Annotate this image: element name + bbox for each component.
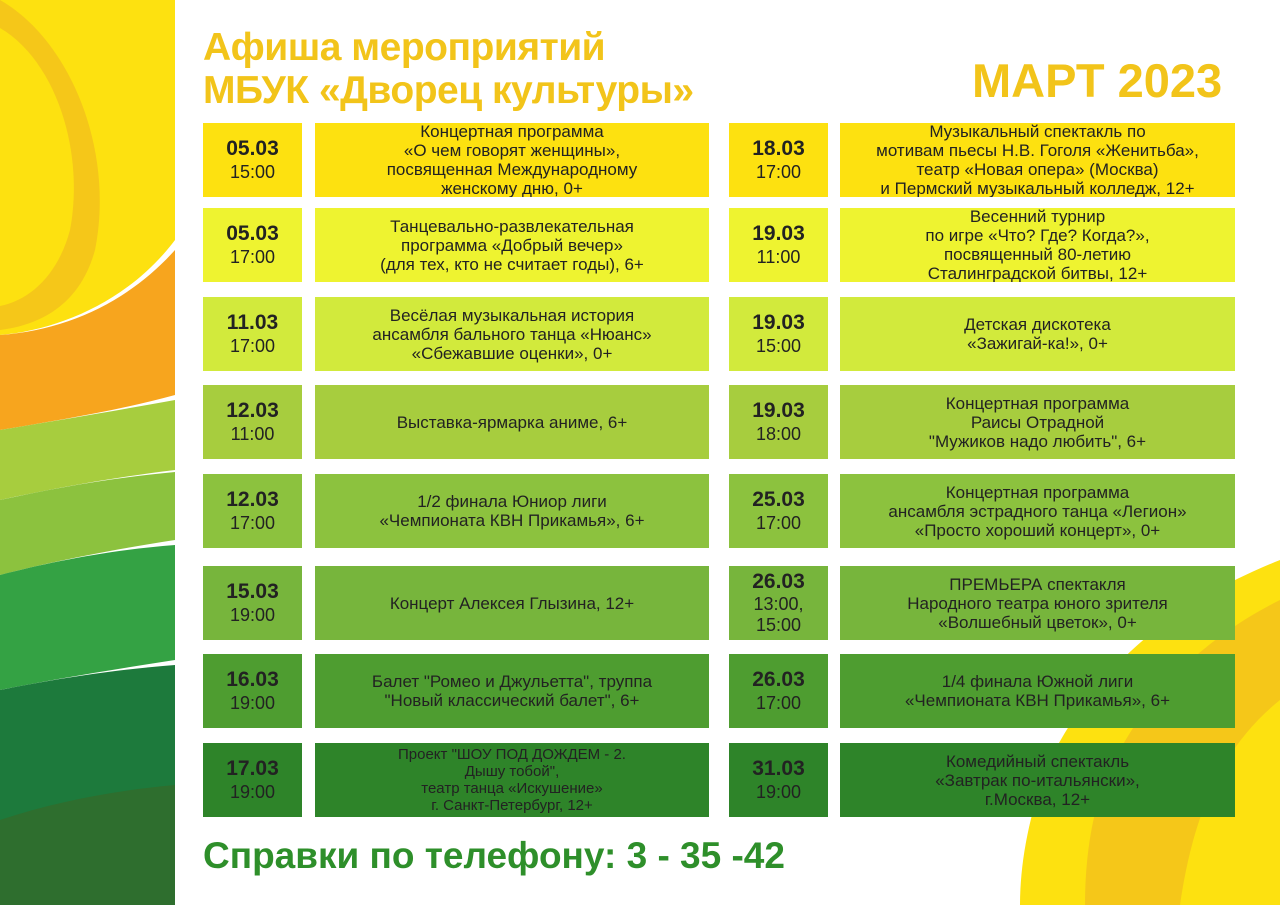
event-description-line: Концертная программа [945, 393, 1130, 413]
event-time: 17:00 [229, 335, 276, 356]
event-description-line: Концертная программа [420, 123, 604, 141]
event-description-cell [315, 474, 709, 548]
event-description-line: г. Санкт-Петербург, 12+ [431, 797, 593, 814]
event-description-line: (для тех, кто не считает годы), 6+ [380, 254, 644, 274]
event-date: 26.03 [752, 667, 805, 691]
event-description-line: ансамбля эстрадного танца «Легион» [888, 501, 1187, 521]
event-description-line: и Пермский музыкальный колледж, 12+ [880, 179, 1195, 197]
event-description-cell [840, 743, 1235, 817]
title-line-2: МБУК «Дворец культуры» [203, 69, 694, 112]
event-description-line: «Завтрак по-итальянски», [935, 770, 1140, 790]
event-description-line: ПРЕМЬЕРА спектакля [949, 574, 1126, 594]
event-time: 17:00 [229, 512, 276, 533]
event-description-line: г.Москва, 12+ [984, 789, 1091, 809]
event-description-line: посвященная Международному [386, 160, 638, 179]
event-date-cell [203, 385, 302, 459]
event-description-line: Музыкальный спектакль по [929, 123, 1146, 141]
event-description-line: Концерт Алексея Глызина, 12+ [389, 593, 635, 613]
event-date: 12.03 [226, 487, 279, 511]
phone-info: Справки по телефону: 3 - 35 -42 [203, 835, 785, 876]
event-description-line: Выставка-ярмарка аниме, 6+ [396, 412, 628, 432]
event-date: 25.03 [752, 487, 805, 511]
event-date-cell [729, 566, 828, 640]
event-description-cell [840, 385, 1235, 459]
event-description-cell [840, 297, 1235, 371]
event-time: 11:00 [756, 246, 801, 267]
event-description-cell [840, 123, 1235, 197]
event-description-cell [840, 474, 1235, 548]
event-date-cell [203, 743, 302, 817]
event-time: 19:00 [229, 781, 276, 802]
event-description-line: Балет "Ромео и Джульетта", труппа [371, 672, 653, 691]
event-description-cell [315, 208, 709, 282]
event-time: 19:00 [229, 604, 276, 625]
event-date: 26.03 [752, 570, 805, 593]
event-description-cell [315, 566, 709, 640]
event-date: 12.03 [226, 398, 279, 422]
event-description-line: «Сбежавшие оценки», 0+ [411, 343, 613, 363]
month-label: МАРТ 2023 [972, 54, 1223, 107]
event-description-cell [315, 654, 709, 728]
event-description-line: Народного театра юного зрителя [907, 593, 1168, 613]
event-date-cell [203, 208, 302, 282]
event-time: 18:00 [755, 423, 802, 444]
event-date: 18.03 [752, 136, 805, 160]
event-description-line: по игре «Что? Где? Когда?», [925, 226, 1150, 245]
event-description-line: «Волшебный цветок», 0+ [938, 612, 1137, 632]
event-description-line: мотивам пьесы Н.В. Гоголя «Женитьба», [876, 141, 1199, 160]
event-description-cell [315, 297, 709, 371]
event-date-cell [729, 123, 828, 197]
event-description-line: посвященный 80-летию [943, 245, 1132, 264]
event-date: 19.03 [752, 310, 805, 334]
event-time: 17:00 [755, 161, 802, 182]
event-description-line: Детская дискотека [964, 315, 1111, 334]
event-date-cell [729, 654, 828, 728]
event-description-cell [840, 654, 1235, 728]
event-description-line: Сталинградской битвы, 12+ [927, 264, 1148, 282]
event-date-cell [729, 743, 828, 817]
event-date-cell [203, 123, 302, 197]
event-date: 15.03 [226, 579, 279, 603]
event-date: 05.03 [226, 221, 279, 245]
event-description-line: Весенний турнир [969, 208, 1106, 226]
event-time: 17:00 [229, 246, 276, 267]
event-description-line: "Мужиков надо любить", 6+ [928, 431, 1147, 451]
event-description-line: Дышу тобой", [464, 763, 560, 780]
event-description-line: Комедийный спектакль [945, 751, 1130, 771]
event-description-line: «Зажигай-ка!», 0+ [967, 334, 1108, 353]
event-time: 13:00, [753, 594, 804, 614]
event-date-cell [203, 566, 302, 640]
event-description-line: ансамбля бального танца «Нюанс» [372, 324, 652, 344]
event-date: 11.03 [226, 310, 279, 334]
event-description-line: театр танца «Искушение» [421, 780, 603, 797]
page-title [203, 26, 694, 112]
event-time: 15:00 [229, 161, 276, 182]
event-time: 19:00 [755, 781, 802, 802]
event-date: 19.03 [752, 398, 805, 422]
event-description-line: Концертная программа [945, 482, 1130, 502]
event-description-line: 1/4 финала Южной лиги [941, 672, 1134, 691]
event-date-cell [203, 297, 302, 371]
event-date-cell [729, 297, 828, 371]
event-time-second: 15:00 [755, 615, 802, 635]
event-date: 05.03 [226, 136, 279, 160]
event-description-line: «Просто хороший концерт», 0+ [914, 520, 1161, 540]
event-description-line: Весёлая музыкальная история [389, 305, 635, 325]
event-description-line: «О чем говорят женщины», [403, 141, 621, 160]
event-description-cell [315, 123, 709, 197]
event-description-cell [315, 743, 709, 817]
event-description-line: "Новый классический балет", 6+ [384, 691, 640, 710]
event-time: 11:00 [230, 423, 275, 444]
event-description-line: программа «Добрый вечер» [401, 235, 623, 255]
event-description-line: театр «Новая опера» (Москва) [916, 160, 1159, 179]
event-date-cell [729, 474, 828, 548]
event-description-line: 1/2 финала Юниор лиги [417, 492, 607, 511]
event-time: 15:00 [755, 335, 802, 356]
event-description-line: Проект "ШОУ ПОД ДОЖДЕМ - 2. [398, 746, 626, 763]
event-time: 17:00 [755, 512, 802, 533]
event-date: 19.03 [752, 221, 805, 245]
event-description-cell [315, 385, 709, 459]
event-date: 31.03 [752, 756, 805, 780]
event-description-line: «Чемпионата КВН Прикамья», 6+ [904, 691, 1171, 710]
event-description-line: Раисы Отрадной [970, 412, 1105, 432]
event-date-cell [729, 385, 828, 459]
event-description-line: «Чемпионата КВН Прикамья», 6+ [379, 511, 645, 530]
event-date-cell [203, 474, 302, 548]
event-date-cell [729, 208, 828, 282]
event-time: 19:00 [229, 692, 276, 713]
event-description-line: женскому дню, 0+ [441, 179, 583, 197]
event-description-cell [840, 566, 1235, 640]
event-date-cell [203, 654, 302, 728]
title-line-1: Афиша мероприятий [203, 26, 606, 69]
event-description-cell [840, 208, 1235, 282]
event-description-line: Танцевально-развлекательная [390, 216, 634, 236]
event-date: 17.03 [226, 756, 279, 780]
event-date: 16.03 [226, 667, 279, 691]
event-time: 17:00 [755, 692, 802, 713]
